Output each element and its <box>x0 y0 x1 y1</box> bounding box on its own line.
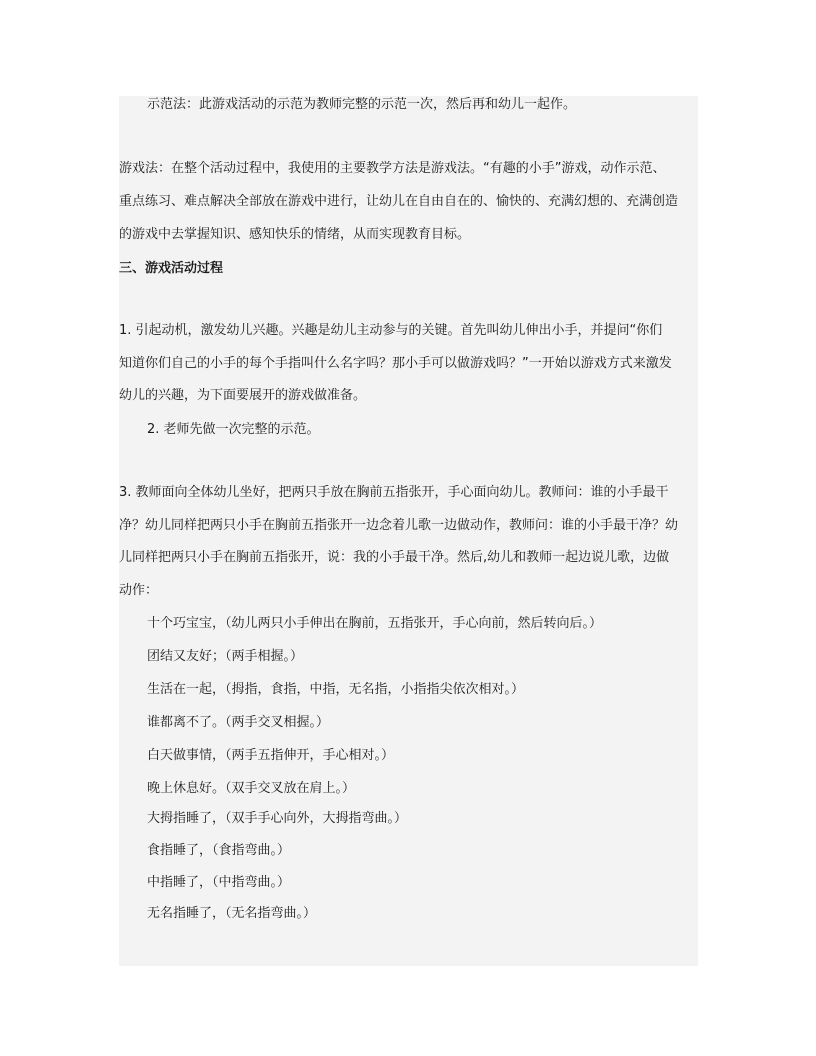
paragraph-demonstration-method: 示范法：此游戏活动的示范为教师完整的示范一次，然后再和幼儿一起作。 <box>147 97 577 112</box>
paragraph-step-3-line: 动作： <box>119 583 159 598</box>
rhyme-line: 谁都离不了。（两手交叉相握。） <box>147 715 330 730</box>
rhyme-line: 晚上休息好。（双手交叉放在肩上。） <box>147 781 356 796</box>
paragraph-step-3-line: 净？幼儿同样把两只小手在胸前五指张开一边念着儿歌一边做动作，教师问：谁的小手最干净？幼 <box>119 518 679 533</box>
rhyme-line: 白天做事情，（两手五指伸开，手心相对。） <box>147 748 395 763</box>
rhyme-line: 十个巧宝宝，（幼儿两只小手伸出在胸前，五指张开，手心向前，然后转向后。） <box>147 616 603 631</box>
paragraph-game-method-line: 的游戏中去掌握知识、感知快乐的情绪，从而实现教育目标。 <box>119 227 471 242</box>
rhyme-line: 食指睡了，（食指弯曲。） <box>147 843 291 858</box>
paragraph-game-method-line: 游戏法：在整个活动过程中，我使用的主要教学方法是游戏法。“有趣的小手”游戏，动作示范、 <box>119 161 666 176</box>
section-heading: 三、游戏活动过程 <box>119 261 224 276</box>
rhyme-line: 中指睡了，（中指弯曲。） <box>147 875 291 890</box>
rhyme-line: 无名指睡了，（无名指弯曲。） <box>147 906 317 921</box>
paragraph-step-1-line: 1. 引起动机，激发幼儿兴趣。兴趣是幼儿主动参与的关键。首先叫幼儿伸出小手，并提问“你们 <box>119 323 663 338</box>
paragraph-step-1-line: 知道你们自己的小手的每个手指叫什么名字吗？那小手可以做游戏吗？”一开始以游戏方式来激发 <box>119 356 672 371</box>
rhyme-line: 团结又友好；（两手相握。） <box>147 649 304 664</box>
rhyme-line: 生活在一起，（拇指，食指，中指，无名指，小指指尖依次相对。） <box>147 682 525 697</box>
paragraph-game-method-line: 重点练习、难点解决全部放在游戏中进行，让幼儿在自由自在的、愉快的、充满幻想的、充满创造 <box>119 194 679 209</box>
paragraph-step-2: 2. 老师先做一次完整的示范。 <box>147 422 320 437</box>
rhyme-line: 大拇指睡了，（双手手心向外，大拇指弯曲。） <box>147 811 408 826</box>
paragraph-step-3-line: 3. 教师面向全体幼儿坐好，把两只手放在胸前五指张开，手心面向幼儿。教师问：谁的小手最干 <box>119 485 669 500</box>
paragraph-step-1-line: 幼儿的兴趣，为下面要展开的游戏做准备。 <box>119 388 367 403</box>
paragraph-step-3-line: 儿同样把两只小手在胸前五指张开，说：我的小手最干净。然后,幼儿和教师一起边说儿歌，边做 <box>119 550 670 565</box>
